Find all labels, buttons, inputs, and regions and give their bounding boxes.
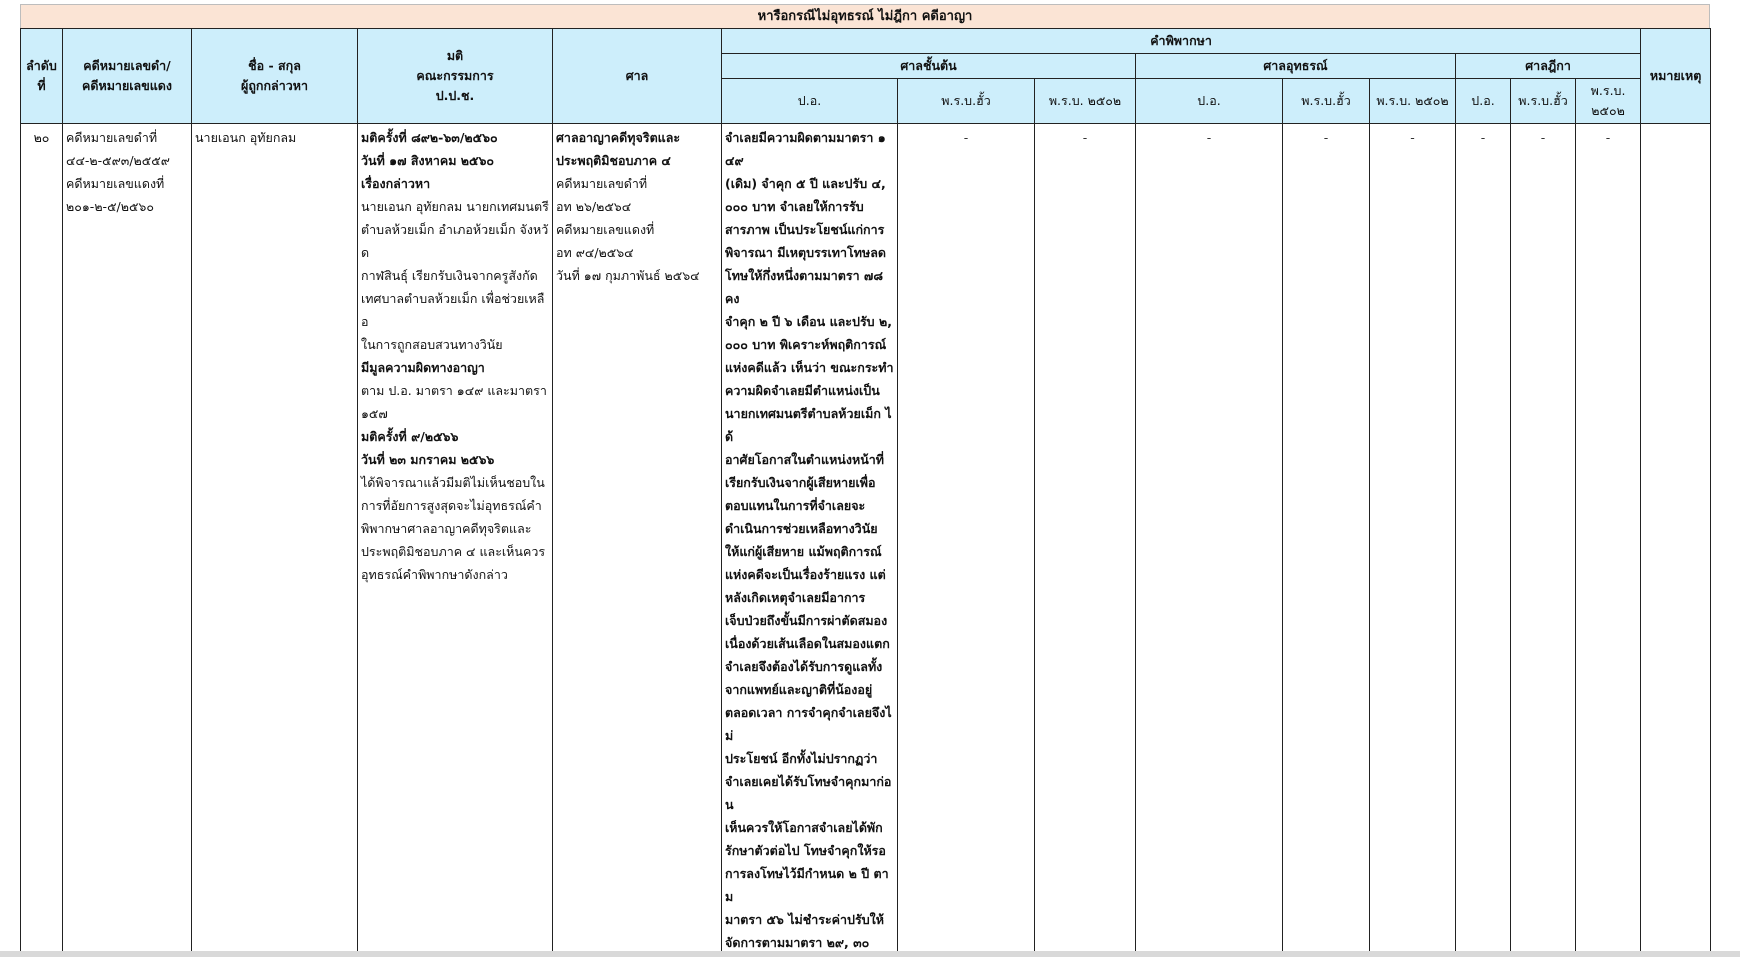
header-first-act-2502: พ.ร.บ. ๒๕๐๒	[1035, 79, 1136, 124]
window-bottom-edge	[0, 951, 1740, 957]
resolution-line: ๑๕๗	[361, 406, 388, 421]
judgment-line: เนื่องด้วยเส้นเลือดในสมองแตก	[725, 636, 890, 651]
judgment-line: ๐๐๐ บาท พิเคราะห์พฤติการณ์	[725, 337, 887, 352]
resolution-line: ตำบลห้วยเม็ก อำเภอห้วยเม็ก จังหวัด	[361, 222, 549, 260]
header-court-appeal: ศาลอุทธรณ์	[1136, 54, 1456, 79]
resolution-line: ในการถูกสอบสวนทางวินัย	[361, 337, 503, 352]
header-appeal-act-2502: พ.ร.บ. ๒๕๐๒	[1370, 79, 1456, 124]
resolution-line: มีมูลความผิดทางอาญา	[361, 360, 485, 375]
judgment-table-sheet	[20, 4, 1710, 950]
resolution-line: ประพฤติมิชอบภาค ๔ และเห็นควร	[361, 544, 546, 559]
court-line: ประพฤติมิชอบภาค ๔	[556, 153, 671, 168]
cell-first-act-2502: -	[1035, 124, 1136, 957]
cell-supreme-act-corruption: -	[1511, 124, 1576, 957]
header-court-first: ศาลชั้นต้น	[722, 54, 1136, 79]
cell-remarks	[1641, 124, 1711, 957]
cell-court	[553, 124, 722, 957]
header-appeal-criminal: ป.อ.	[1136, 79, 1283, 124]
cell-no: ๒๐	[21, 124, 63, 957]
header-supreme-criminal: ป.อ.	[1456, 79, 1511, 124]
header-court: ศาล	[553, 29, 722, 124]
resolution-line: วันที่ ๒๓ มกราคม ๒๕๖๖	[361, 452, 495, 467]
judgment-line: เจ็บป่วยถึงขั้นมีการผ่าตัดสมอง	[725, 613, 888, 628]
judgment-line: อาศัยโอกาสในตำแหน่งหน้าที่	[725, 452, 884, 467]
resolution-line: อุทธรณ์คำพิพากษาดังกล่าว	[361, 567, 508, 582]
header-court-supreme: ศาลฎีกา	[1456, 54, 1641, 79]
cell-case: คดีหมายเลขดำที่ ๔๔-๒-๕๙๓/๒๕๕๙ คดีหมายเลขแดงที่ ๒๐๑-๒-๕/๒๕๖๐	[63, 124, 192, 957]
court-line: อท ๒๖/๒๕๖๔	[556, 199, 632, 214]
judgment-line: จำเลยมีความผิดตามมาตรา ๑๔๙	[725, 130, 886, 168]
resolution-line: กาฬสินธุ์ เรียกรับเงินจากครูสังกัด	[361, 268, 538, 283]
cell-resolution	[358, 124, 553, 957]
header-first-act-corruption: พ.ร.บ.ฮั้ว	[898, 79, 1035, 124]
judgment-line: จากแพทย์และญาติที่น้องอยู่	[725, 682, 873, 697]
header-supreme-act-2502: พ.ร.บ. ๒๕๐๒	[1576, 79, 1641, 124]
judgment-line: แห่งคดีจะเป็นเรื่องร้ายแรง แต่	[725, 567, 886, 582]
header-first-criminal: ป.อ.	[722, 79, 898, 124]
resolution-line: เรื่องกล่าวหา	[361, 176, 431, 191]
resolution-line: เทศบาลตำบลห้วยเม็ก เพื่อช่วยเหลือ	[361, 291, 545, 329]
judgment-line: ความผิดจำเลยมีตำแหน่งเป็น	[725, 383, 880, 398]
judgment-line: สารภาพ เป็นประโยชน์แก่การ	[725, 222, 885, 237]
judgment-line: ดำเนินการช่วยเหลือทางวินัย	[725, 521, 878, 536]
judgment-line: ๐๐๐ บาท จำเลยให้การรับ	[725, 199, 864, 214]
cell-first-act-corruption: -	[898, 124, 1035, 957]
resolution-line: มติครั้งที่ ๘๙๒-๖๓/๒๕๖๐	[361, 130, 498, 145]
resolution-line: การที่อัยการสูงสุดจะไม่อุทธรณ์คำ	[361, 498, 542, 513]
sheet-title: หารือกรณีไม่อุทธรณ์ ไม่ฎีกา คดีอาญา	[20, 4, 1710, 28]
table-row	[21, 124, 1711, 957]
header-judgment: คำพิพากษา	[722, 29, 1641, 54]
judgment-line: (เดิม) จำคุก ๕ ปี และปรับ ๔,	[725, 176, 886, 191]
judgment-line: แห่งคดีแล้ว เห็นว่า ขณะกระทำ	[725, 360, 894, 375]
header-name: ชื่อ - สกุล ผู้ถูกกล่าวหา	[192, 29, 358, 124]
court-line: อท ๙๔/๒๕๖๔	[556, 245, 634, 260]
judgment-line: มาตรา ๕๖ ไม่ชำระค่าปรับให้	[725, 912, 884, 927]
cell-supreme-act-2502: -	[1576, 124, 1641, 957]
judgment-line: จัดการตามมาตรา ๒๙, ๓๐	[725, 935, 870, 950]
court-line: คดีหมายเลขแดงที่	[556, 222, 655, 237]
resolution-line: ได้พิจารณาแล้วมีมติไม่เห็นชอบใน	[361, 475, 545, 490]
header-appeal-act-corruption: พ.ร.บ.ฮั้ว	[1283, 79, 1370, 124]
cell-supreme-criminal: -	[1456, 124, 1511, 957]
cell-judgment-first-criminal	[722, 124, 898, 957]
judgment-line: ประโยชน์ อีกทั้งไม่ปรากฏว่า	[725, 751, 878, 766]
judgment-line: พิจารณา มีเหตุบรรเทาโทษลด	[725, 245, 886, 260]
resolution-line: พิพากษาศาลอาญาคดีทุจริตและ	[361, 521, 532, 536]
cell-appeal-criminal: -	[1136, 124, 1283, 957]
header-no: ลำดับ ที่	[21, 29, 63, 124]
header-resolution: มติ คณะกรรมการ ป.ป.ช.	[358, 29, 553, 124]
case-table	[20, 28, 1711, 957]
judgment-line: การลงโทษไว้มีกำหนด ๒ ปี ตาม	[725, 866, 889, 904]
cell-appeal-act-2502: -	[1370, 124, 1456, 957]
header-supreme-act-corruption: พ.ร.บ.ฮั้ว	[1511, 79, 1576, 124]
judgment-line: จำเลยเคยได้รับโทษจำคุกมาก่อน	[725, 774, 892, 812]
cell-name: นายเอนก อุทัยกลม	[192, 124, 358, 957]
header-remarks: หมายเหตุ	[1641, 29, 1711, 124]
court-line: ศาลอาญาคดีทุจริตและ	[556, 130, 681, 145]
judgment-line: ให้แก่ผู้เสียหาย แม้พฤติการณ์	[725, 544, 882, 559]
judgment-line: ตลอดเวลา การจำคุกจำเลยจึงไม่	[725, 705, 892, 743]
header-case: คดีหมายเลขดำ/ คดีหมายเลขแดง	[63, 29, 192, 124]
resolution-line: มติครั้งที่ ๙/๒๕๖๖	[361, 429, 459, 444]
resolution-line: นายเอนก อุทัยกลม นายกเทศมนตรี	[361, 199, 549, 214]
judgment-line: จำเลยจึงต้องได้รับการดูแลทั้ง	[725, 659, 883, 674]
judgment-line: นายกเทศมนตรีตำบลห้วยเม็ก ได้	[725, 406, 892, 444]
judgment-line: เห็นควรให้โอกาสจำเลยได้พัก	[725, 820, 883, 835]
court-line: คดีหมายเลขดำที่	[556, 176, 648, 191]
judgment-line: ตอบแทนในการที่จำเลยจะ	[725, 498, 866, 513]
cell-appeal-act-corruption: -	[1283, 124, 1370, 957]
judgment-line: หลังเกิดเหตุจำเลยมีอาการ	[725, 590, 866, 605]
resolution-line: วันที่ ๑๗ สิงหาคม ๒๕๖๐	[361, 153, 495, 168]
resolution-line: ตาม ป.อ. มาตรา ๑๔๙ และมาตรา	[361, 383, 547, 398]
judgment-line: โทษให้กึ่งหนึ่งตามมาตรา ๗๘ คง	[725, 268, 883, 306]
judgment-line: รักษาตัวต่อไป โทษจำคุกให้รอ	[725, 843, 886, 858]
judgment-line: เรียกรับเงินจากผู้เสียหายเพื่อ	[725, 475, 876, 490]
court-line: วันที่ ๑๗ กุมภาพันธ์ ๒๕๖๔	[556, 268, 700, 283]
judgment-line: จำคุก ๒ ปี ๖ เดือน และปรับ ๒,	[725, 314, 892, 329]
